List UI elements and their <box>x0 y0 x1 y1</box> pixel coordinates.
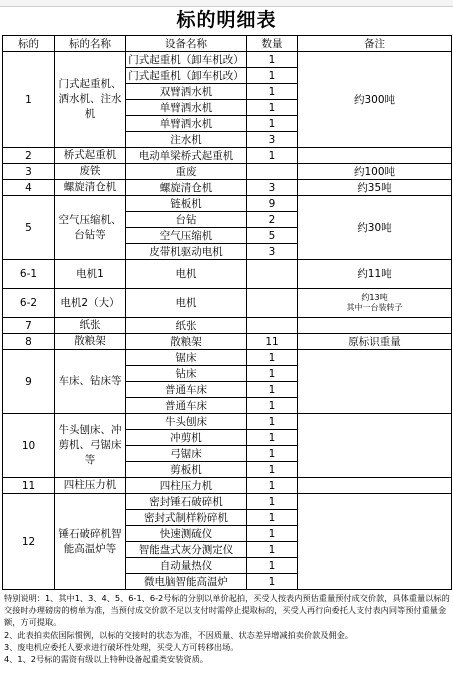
lot-name: 四柱压力机 <box>55 478 126 494</box>
equipment-name: 散粮架 <box>126 334 247 350</box>
table-row <box>3 494 452 510</box>
equipment-name: 皮带机驱动电机 <box>126 244 247 260</box>
header-remark: 备注 <box>298 36 452 52</box>
equipment-name: 注水机 <box>126 132 247 148</box>
quantity: 1 <box>247 462 298 478</box>
table-row <box>3 260 452 289</box>
lot-name: 纸张 <box>55 318 126 334</box>
lot-name: 车床、钻床等 <box>55 350 126 414</box>
quantity: 1 <box>247 510 298 526</box>
remark <box>298 478 452 494</box>
lot-number: 1 <box>3 52 55 148</box>
table-row <box>3 478 452 494</box>
note-2: 2、此表拍卖依国际惯例，以标的交接时的状态为准，不因质量、状态差异增减拍卖价款及佣金。 <box>4 629 354 640</box>
equipment-name: 密封式制样粉碎机 <box>126 510 247 526</box>
lot-name: 散粮架 <box>55 334 126 350</box>
equipment-name: 快速测硫仪 <box>126 526 247 542</box>
quantity: 1 <box>247 478 298 494</box>
lot-number: 5 <box>3 196 55 260</box>
table-row <box>3 414 452 430</box>
lot-number: 9 <box>3 350 55 414</box>
quantity: 1 <box>247 494 298 510</box>
quantity: 1 <box>247 398 298 414</box>
quantity: 1 <box>247 68 298 84</box>
equipment-name: 剪板机 <box>126 462 247 478</box>
equipment-name: 四柱压力机 <box>126 478 247 494</box>
equipment-name: 空气压缩机 <box>126 228 247 244</box>
lot-name: 废铁 <box>55 164 126 180</box>
table-row <box>3 196 452 212</box>
quantity: 1 <box>247 526 298 542</box>
note-4: 4、1、2号标的需资有级以上特种设备起重类安装资质。 <box>4 654 208 665</box>
quantity: 1 <box>247 148 298 164</box>
quantity: 1 <box>247 350 298 366</box>
remark: 约300吨 <box>298 52 452 148</box>
lot-number: 11 <box>3 478 55 494</box>
equipment-name: 链板机 <box>126 196 247 212</box>
quantity: 5 <box>247 228 298 244</box>
header-qty: 数量 <box>247 36 298 52</box>
table-row <box>3 148 452 164</box>
remark: 约13吨 其中一台装转子 <box>298 289 452 318</box>
quantity: 1 <box>247 84 298 100</box>
equipment-name: 微电脑智能高温炉 <box>126 574 247 590</box>
equipment-name: 双臂洒水机 <box>126 84 247 100</box>
quantity <box>247 289 298 318</box>
header-equip: 设备名称 <box>126 36 247 52</box>
lot-name: 空气压缩机、台钻等 <box>55 196 126 260</box>
table-row <box>3 318 452 334</box>
remark: 约30吨 <box>298 196 452 260</box>
remark: 约11吨 <box>298 260 452 289</box>
lot-number: 4 <box>3 180 55 196</box>
lot-number: 8 <box>3 334 55 350</box>
header-row <box>3 36 452 52</box>
lot-number: 6-2 <box>3 289 55 318</box>
quantity <box>247 318 298 334</box>
table-row <box>3 289 452 318</box>
quantity: 1 <box>247 542 298 558</box>
quantity <box>247 164 298 180</box>
header-name: 标的名称 <box>55 36 126 52</box>
quantity: 3 <box>247 132 298 148</box>
lot-number: 6-1 <box>3 260 55 289</box>
quantity: 9 <box>247 196 298 212</box>
note-1: 特别说明：1、其中1、3、4、5、6-1、6-2号标的分别以单价起拍，买受人按表内预估重量预付成交价款，具体重量以标的交接时办理磅房的榜单为准，当预付成交价款不足以支付时需停止提取标的，买受人再行向委托人支付表内同等预付重量金额，方可提取。 <box>4 593 450 628</box>
quantity: 3 <box>247 180 298 196</box>
equipment-name: 门式起重机（卸车机改） <box>126 52 247 68</box>
remark <box>298 494 452 590</box>
equipment-name: 钻床 <box>126 366 247 382</box>
equipment-name: 锯床 <box>126 350 247 366</box>
table-row <box>3 180 452 196</box>
table-row <box>3 52 452 68</box>
lot-number: 7 <box>3 318 55 334</box>
notes-section <box>4 592 450 665</box>
quantity: 11 <box>247 334 298 350</box>
lot-name: 桥式起重机 <box>55 148 126 164</box>
quantity: 1 <box>247 52 298 68</box>
lot-name: 电机2（大） <box>55 289 126 318</box>
lot-number: 10 <box>3 414 55 478</box>
equipment-name: 普通车床 <box>126 398 247 414</box>
quantity: 1 <box>247 116 298 132</box>
equipment-name: 纸张 <box>126 318 247 334</box>
quantity: 1 <box>247 574 298 590</box>
remark: 约35吨 <box>298 180 452 196</box>
note-3: 3、废电机应委托人要求进行破坏性处理，买受人方可转移出场。 <box>4 641 239 652</box>
remark <box>298 318 452 334</box>
table-row <box>3 334 452 350</box>
quantity: 2 <box>247 212 298 228</box>
equipment-name: 电机 <box>126 260 247 289</box>
quantity: 1 <box>247 366 298 382</box>
table-row <box>3 164 452 180</box>
equipment-name: 冲剪机 <box>126 430 247 446</box>
equipment-name: 单臂洒水机 <box>126 116 247 132</box>
page-title: 标的明细表 <box>176 9 277 31</box>
remark <box>298 414 452 478</box>
quantity: 1 <box>247 382 298 398</box>
remark <box>298 148 452 164</box>
equipment-name: 螺旋清仓机 <box>126 180 247 196</box>
header-no: 标的 <box>3 36 55 52</box>
equipment-name: 台钻 <box>126 212 247 228</box>
lot-name: 门式起重机、洒水机、注水机 <box>55 52 126 148</box>
detail-table <box>2 35 452 590</box>
table-row <box>3 350 452 366</box>
remark: 原标识重量 <box>298 334 452 350</box>
equipment-name: 普通车床 <box>126 382 247 398</box>
equipment-name: 重废 <box>126 164 247 180</box>
equipment-name: 电机 <box>126 289 247 318</box>
remark: 约100吨 <box>298 164 452 180</box>
equipment-name: 电动单梁桥式起重机 <box>126 148 247 164</box>
equipment-name: 自动量热仪 <box>126 558 247 574</box>
quantity: 1 <box>247 430 298 446</box>
quantity: 1 <box>247 446 298 462</box>
quantity: 1 <box>247 558 298 574</box>
quantity: 1 <box>247 100 298 116</box>
equipment-name: 牛头刨床 <box>126 414 247 430</box>
equipment-name: 弓锯床 <box>126 446 247 462</box>
equipment-name: 智能盘式灰分测定仪 <box>126 542 247 558</box>
equipment-name: 密封锤石破碎机 <box>126 494 247 510</box>
quantity <box>247 260 298 289</box>
lot-number: 3 <box>3 164 55 180</box>
lot-number: 12 <box>3 494 55 590</box>
lot-name: 牛头刨床、冲剪机、弓锯床等 <box>55 414 126 478</box>
lot-name: 锤石破碎机智能高温炉等 <box>55 494 126 590</box>
equipment-name: 单臂洒水机 <box>126 100 247 116</box>
equipment-name: 门式起重机（卸车机改） <box>126 68 247 84</box>
remark <box>298 350 452 414</box>
quantity: 3 <box>247 244 298 260</box>
quantity: 1 <box>247 414 298 430</box>
lot-name: 螺旋清仓机 <box>55 180 126 196</box>
lot-number: 2 <box>3 148 55 164</box>
lot-name: 电机1 <box>55 260 126 289</box>
